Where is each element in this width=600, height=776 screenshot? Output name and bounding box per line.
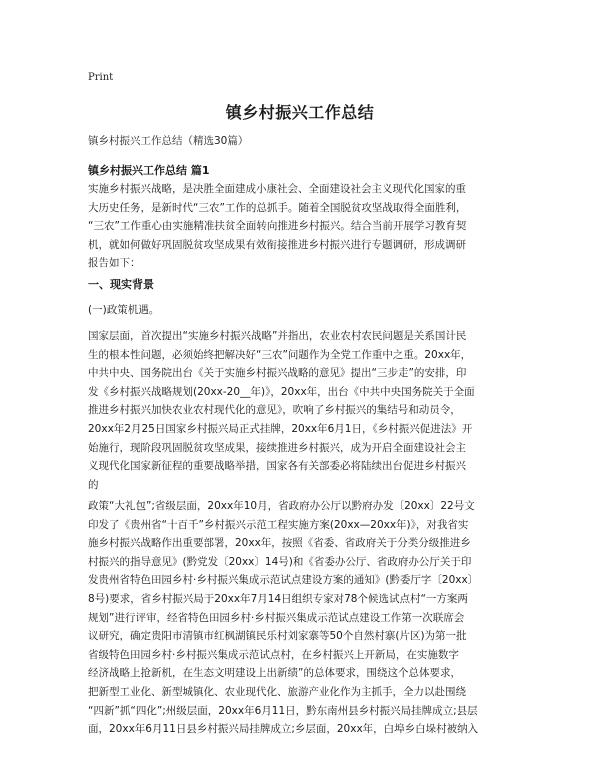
- text-line: 报告如下：: [88, 257, 141, 270]
- text-line: 发贵州省特色田园乡村·乡村振兴集成示范试点建设方案的通知》(黔委厅字〔20xx〕: [88, 574, 479, 587]
- text-line: “四新”抓“四化”;州级层面，20xx年6月11日，黔东南州县乡村振兴局挂牌成立;县层: [88, 704, 478, 717]
- heading-background: 一、现实背景: [88, 278, 154, 291]
- text-line: 省级特色田园乡村·乡村振兴集成示范试点村，在乡村振兴上开新局，在实施数字: [88, 648, 459, 661]
- text-line: “三农”工作重心由实施精准扶贫全面转向推进乡村振兴。结合当前开展学习教育契: [88, 220, 467, 233]
- text-line: 印发了《贵州省“十百千”乡村振兴示范工程实施方案(20xx—20xx年)》，对我省实: [88, 518, 469, 531]
- text-line: 8号)要求，省乡村振兴局于20xx年7月14日组织专家对78个候选试点村“一方案两: [88, 592, 468, 605]
- text-line: 议研究，确定贵阳市清镇市红枫湖镇民乐村刘家寨等50个自然村寨(片区)为第一批: [88, 630, 467, 643]
- text-line: 村振兴的指导意见》(黔党发〔20xx〕14号)和《省委办公厅、省政府办公厅关于印: [88, 555, 472, 568]
- text-line: 大历史任务，是新时代“三农”工作的总抓手。随着全国脱贫攻坚战取得全面胜利，: [88, 201, 467, 214]
- text-line: 经济战略上抢新机，在生态文明建设上出新绩”的总体要求，围绕这个总体要求，: [88, 667, 461, 680]
- print-label: Print: [88, 72, 114, 83]
- text-line: 义现代化国家新征程的重要战略举措，国家各有关部委必将陆续出台促进乡村振兴: [88, 460, 466, 473]
- paragraph-national: [88, 327, 518, 494]
- text-line: 面，20xx年6月11日县乡村振兴局挂牌成立;乡层面，20xx年，白埠乡白垛村被纳入: [88, 723, 479, 736]
- document-title: 镇乡村振兴工作总结: [225, 103, 375, 122]
- text-line: 国家层面，首次提出“实施乡村振兴战略”并指出，农业农村农民问题是关系国计民: [88, 330, 467, 342]
- paragraph-provincial: [88, 497, 518, 739]
- text-line: 机，就如何做好巩固脱贫攻坚成果有效衔接推进乡村振兴进行专题调研，形成调研: [88, 238, 466, 251]
- text-line: 中共中央、国务院出台《关于实施乡村振兴战略的意见》提出“三步走”的安排，印: [88, 367, 467, 380]
- text-line: 施乡村振兴战略作出重要部署，20xx年，按照《省委、省政府关于分类分级推进乡: [88, 537, 471, 550]
- section-title: 镇乡村振兴工作总结 篇1: [88, 164, 210, 177]
- text-line: 生的根本性问题，必须始终把解决好“三农”问题作为全党工作重中之重。20xx年，: [88, 348, 472, 361]
- text-line: 发《乡村振兴战略规划(20xx-20__年)》，20xx年，出台《中共中央国务院关于全面: [88, 385, 475, 398]
- text-line: 政策“大礼包”;省级层面，20xx年10月，省政府办公厅以黔府办发〔20xx〕22号文: [88, 500, 475, 512]
- paragraph-intro: [88, 180, 518, 273]
- text-line: 把新型工业化、新型城镇化、农业现代化、旅游产业化作为主抓手，全力以赴围绕: [88, 685, 466, 698]
- text-line: 始施行，现阶段巩固脱贫攻坚成果，接续推进乡村振兴，成为开启全面建设社会主: [88, 441, 466, 454]
- text-line: 实施乡村振兴战略，是决胜全面建成小康社会、全面建设社会主义现代化国家的重: [88, 183, 466, 195]
- text-line: 20xx年2月25日国家乡村振兴局正式挂牌，20xx年6月1日，《乡村振兴促进法》开: [88, 422, 473, 435]
- document-subtitle: 镇乡村振兴工作总结（精选30篇）: [88, 135, 249, 147]
- text-line: 推进乡村振兴加快农业农村现代化的意见》，吹响了乡村振兴的集结号和动员令，: [88, 404, 461, 417]
- text-line: 的: [88, 478, 99, 491]
- text-line: 规划”进行评审，经省特色田园乡村·乡村振兴集成示范试点建设工作第一次联席会: [88, 611, 465, 624]
- subheading-policy: (一)政策机遇。: [88, 304, 160, 316]
